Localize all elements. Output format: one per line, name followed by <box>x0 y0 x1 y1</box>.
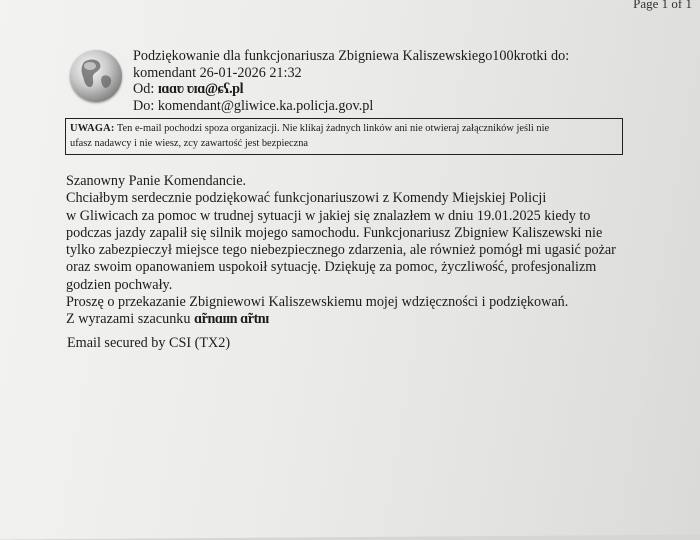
signature-name: ɑ̃rnɑɪɪn ɑ̃rtnɪ <box>194 311 269 328</box>
from-address: ɪɑɑʋ ʋɪɑ@ɕʕ.pl <box>157 81 244 98</box>
from-label: Od: <box>133 81 155 98</box>
message-line: godzien pochwały. <box>66 276 173 293</box>
greeting: Szanowny Panie Komendancie. <box>66 173 247 189</box>
message-line: tylko zabezpieczył miejsce tego niebezpiecznego zdarzenia, ale również pomógł mi ugasić pożar <box>66 242 616 259</box>
message-line: Proszę o przekazanie Zbigniewowi Kaliszewskiemu mojej wdzięczności i podziękowań. <box>66 294 569 311</box>
closing-row <box>66 311 616 328</box>
message-line: oraz swoim opanowaniem uspokoił sytuację. Dziękuję za pomoc, życzliwość, profesjonalizm <box>66 259 597 276</box>
message-body <box>66 173 616 329</box>
to-row <box>133 98 569 115</box>
warning-label: UWAGA: <box>70 123 115 134</box>
warning-text-line2: ufasz nadawcy i nie wiesz, zcy zawartość jest bezpieczna <box>70 138 308 149</box>
subject-line: Podziękowanie dla funkcjonariusza Zbigniewa Kaliszewskiego100krotki do: <box>133 48 570 64</box>
message-line: w Gliwicach za pomoc w trudnej sytuacji w jakiej się znalazłem w dniu 19.01.2025 kiedy to <box>66 207 591 224</box>
email-header <box>133 48 569 114</box>
external-email-warning <box>65 118 623 155</box>
to-address: komendant@gliwice.ka.policja.gov.pl <box>157 97 374 114</box>
message-line: podczas jazdy zapalił się silnik mojego samochodu. Funkcjonariusz Zbigniew Kaliszewski nie <box>66 224 603 241</box>
from-row <box>133 81 569 98</box>
recipient-date-line: komendant 26-01-2026 21:32 <box>133 64 302 81</box>
page-number: Page 1 of 1 <box>633 0 692 11</box>
globe-icon <box>70 50 122 102</box>
security-footer: Email secured by CSI (TX2) <box>67 335 231 351</box>
closing: Z wyrazami szacunku <box>66 311 191 328</box>
message-line: Chciałbym serdecznie podziękować funkcjonariuszowi z Komendy Miejskiej Policji <box>66 190 547 207</box>
to-label: Do: <box>133 97 155 114</box>
warning-text-line1: Ten e-mail pochodzi spoza organizacji. Nie klikaj żadnych linków ani nie otwieraj załączników jeśli nie <box>116 123 550 134</box>
